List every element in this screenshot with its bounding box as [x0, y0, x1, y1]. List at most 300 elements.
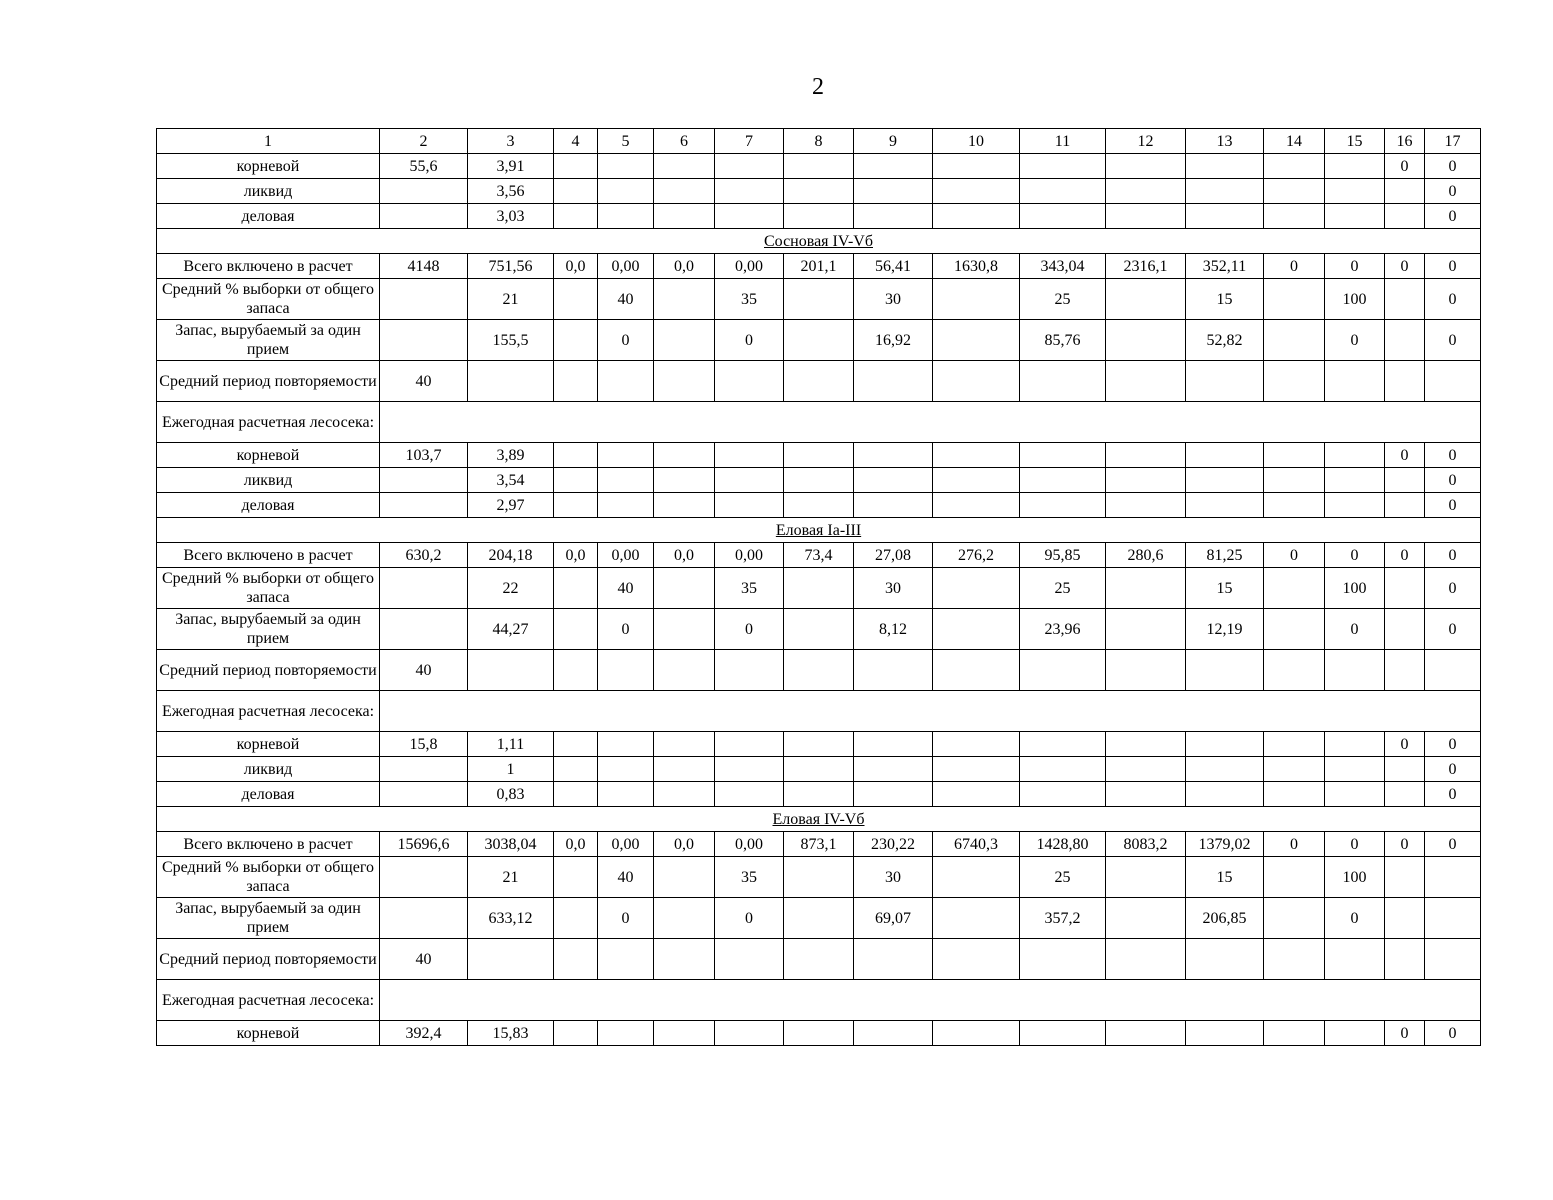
section-title-cell [157, 229, 1481, 254]
table-cell: 155,5 [468, 320, 554, 361]
table-cell: 2,97 [468, 493, 554, 518]
table-cell: 73,4 [784, 543, 854, 568]
table-cell: 69,07 [854, 898, 933, 939]
table-cell: 3,56 [468, 179, 554, 204]
table-cell [380, 493, 468, 518]
table-cell [715, 443, 784, 468]
table-cell [784, 320, 854, 361]
table-cell: 16,92 [854, 320, 933, 361]
table-cell: 0 [715, 898, 784, 939]
column-number: 16 [1385, 129, 1425, 154]
table-cell [380, 691, 1481, 732]
table-cell: 0 [1385, 1021, 1425, 1046]
table-cell: 23,96 [1020, 609, 1106, 650]
table-cell: 0 [1425, 568, 1481, 609]
table-cell [933, 757, 1020, 782]
table-cell [715, 361, 784, 402]
table-cell: 95,85 [1020, 543, 1106, 568]
table-row [157, 493, 1481, 518]
table-cell [933, 204, 1020, 229]
table-cell: 3,91 [468, 154, 554, 179]
table-cell [933, 279, 1020, 320]
table-cell: 352,11 [1186, 254, 1264, 279]
table-cell [380, 782, 468, 807]
section-header-row [157, 807, 1481, 832]
table-cell [715, 493, 784, 518]
table-cell [784, 179, 854, 204]
table-cell [1020, 493, 1106, 518]
column-number: 6 [654, 129, 715, 154]
table-cell [1385, 782, 1425, 807]
table-cell [784, 939, 854, 980]
table-cell [554, 361, 598, 402]
table-cell [654, 468, 715, 493]
table-cell: 3,89 [468, 443, 554, 468]
table-cell [1106, 939, 1186, 980]
table-cell [1264, 857, 1325, 898]
table-cell [554, 204, 598, 229]
table-cell [1106, 782, 1186, 807]
table-cell [1264, 609, 1325, 650]
table-cell [715, 782, 784, 807]
table-cell: 0 [1425, 609, 1481, 650]
table-cell: 0 [1425, 1021, 1481, 1046]
table-cell [554, 493, 598, 518]
column-number: 1 [157, 129, 380, 154]
table-cell [1264, 204, 1325, 229]
table-cell [933, 650, 1020, 691]
table-cell [598, 443, 654, 468]
table-cell [554, 154, 598, 179]
table-cell [1186, 782, 1264, 807]
table-cell [554, 782, 598, 807]
table-cell: 0 [1425, 757, 1481, 782]
table-cell [1186, 204, 1264, 229]
table-cell [1264, 568, 1325, 609]
table-cell [784, 361, 854, 402]
table-cell: 15,8 [380, 732, 468, 757]
table-cell: 873,1 [784, 832, 854, 857]
table-cell [654, 609, 715, 650]
table-cell [554, 757, 598, 782]
table-cell [1020, 732, 1106, 757]
table-row [157, 320, 1481, 361]
table-cell [1325, 468, 1385, 493]
table-cell: 0 [1325, 898, 1385, 939]
table-cell [380, 980, 1481, 1021]
table-cell [784, 898, 854, 939]
table-cell: 206,85 [1186, 898, 1264, 939]
table-cell [784, 568, 854, 609]
table-cell [1325, 1021, 1385, 1046]
row-label: Всего включено в расчет [157, 832, 380, 857]
table-cell [1385, 609, 1425, 650]
table-cell [784, 732, 854, 757]
table-cell [554, 898, 598, 939]
table-cell [784, 204, 854, 229]
table-cell [1186, 443, 1264, 468]
table-cell [1425, 898, 1481, 939]
table-cell [1106, 609, 1186, 650]
table-row [157, 154, 1481, 179]
table-row [157, 691, 1481, 732]
table-cell [1385, 493, 1425, 518]
table-cell [554, 732, 598, 757]
table-cell [1264, 1021, 1325, 1046]
table-cell: 0,00 [715, 832, 784, 857]
table-cell: 55,6 [380, 154, 468, 179]
table-cell [1425, 857, 1481, 898]
column-number: 8 [784, 129, 854, 154]
table-cell: 0,0 [654, 832, 715, 857]
table-cell [554, 568, 598, 609]
table-cell [380, 898, 468, 939]
table-cell [1264, 468, 1325, 493]
table-cell [1264, 939, 1325, 980]
table-cell: 0 [1425, 154, 1481, 179]
table-cell: 357,2 [1020, 898, 1106, 939]
page-number: 2 [812, 74, 824, 100]
table-cell: 0 [1385, 832, 1425, 857]
table-cell: 52,82 [1186, 320, 1264, 361]
table-cell [1264, 154, 1325, 179]
table-cell: 0 [1325, 320, 1385, 361]
table-cell [598, 361, 654, 402]
table-cell [380, 757, 468, 782]
table-cell [1385, 279, 1425, 320]
table-cell [1264, 493, 1325, 518]
table-cell [1264, 650, 1325, 691]
table-cell [1186, 154, 1264, 179]
table-cell: 0 [1425, 443, 1481, 468]
table-cell: 25 [1020, 279, 1106, 320]
table-cell [1020, 1021, 1106, 1046]
table-cell [1325, 939, 1385, 980]
table-cell: 0 [1325, 832, 1385, 857]
table-cell: 3038,04 [468, 832, 554, 857]
table-cell: 0 [1264, 254, 1325, 279]
table-cell: 2316,1 [1106, 254, 1186, 279]
table-cell [933, 609, 1020, 650]
table-cell [380, 402, 1481, 443]
table-cell [933, 443, 1020, 468]
table-row [157, 179, 1481, 204]
table-cell [1106, 204, 1186, 229]
table-cell [1325, 493, 1385, 518]
table-cell: 0 [715, 320, 784, 361]
table-cell [854, 468, 933, 493]
column-number: 5 [598, 129, 654, 154]
table-cell: 0 [1425, 179, 1481, 204]
table-cell [1020, 757, 1106, 782]
table-cell [380, 320, 468, 361]
table-cell [468, 650, 554, 691]
table-cell [1385, 650, 1425, 691]
table-cell: 0,00 [598, 254, 654, 279]
table-cell: 0 [1425, 782, 1481, 807]
table-cell [1020, 204, 1106, 229]
table-cell: 100 [1325, 568, 1385, 609]
table-cell [1425, 361, 1481, 402]
table-cell: 0 [1425, 732, 1481, 757]
table-cell [598, 782, 654, 807]
row-label: Запас, вырубаемый за один прием [157, 898, 380, 939]
table-cell: 40 [380, 939, 468, 980]
table-cell: 8083,2 [1106, 832, 1186, 857]
table-cell [654, 154, 715, 179]
row-label: Всего включено в расчет [157, 543, 380, 568]
table-cell [784, 443, 854, 468]
table-cell: 25 [1020, 568, 1106, 609]
table-cell [1106, 898, 1186, 939]
table-cell [854, 493, 933, 518]
table-cell [784, 1021, 854, 1046]
table-cell [1385, 361, 1425, 402]
table-cell: 100 [1325, 279, 1385, 320]
table-cell [1106, 468, 1186, 493]
table-cell [933, 154, 1020, 179]
table-cell: 1428,80 [1020, 832, 1106, 857]
table-cell: 633,12 [468, 898, 554, 939]
table-row [157, 204, 1481, 229]
table-row [157, 857, 1481, 898]
table-cell [1264, 732, 1325, 757]
column-number: 12 [1106, 129, 1186, 154]
table-cell: 15 [1186, 857, 1264, 898]
table-cell: 40 [598, 857, 654, 898]
table-cell [554, 939, 598, 980]
table-cell: 0 [715, 609, 784, 650]
table-cell [933, 1021, 1020, 1046]
table-cell [1186, 361, 1264, 402]
table-cell [1264, 320, 1325, 361]
table-cell: 0 [1385, 254, 1425, 279]
table-cell: 204,18 [468, 543, 554, 568]
table-cell [1106, 279, 1186, 320]
table-cell [598, 732, 654, 757]
table-cell [1325, 179, 1385, 204]
table-row [157, 254, 1481, 279]
table-cell [1186, 493, 1264, 518]
table-cell: 0,83 [468, 782, 554, 807]
table-cell: 6740,3 [933, 832, 1020, 857]
table-row [157, 468, 1481, 493]
table-cell [654, 757, 715, 782]
table-cell [715, 179, 784, 204]
table-cell: 0,0 [554, 543, 598, 568]
column-number: 7 [715, 129, 784, 154]
table-cell [1385, 568, 1425, 609]
table-cell: 1630,8 [933, 254, 1020, 279]
table-cell [1186, 757, 1264, 782]
section-title-cell [157, 807, 1481, 832]
table-cell: 81,25 [1186, 543, 1264, 568]
table-cell [1264, 898, 1325, 939]
table-cell [1186, 650, 1264, 691]
table-cell [654, 279, 715, 320]
table-cell [1385, 204, 1425, 229]
table-cell [1020, 361, 1106, 402]
table-cell [1325, 732, 1385, 757]
section-header-row [157, 518, 1481, 543]
table-cell [933, 857, 1020, 898]
table-cell: 280,6 [1106, 543, 1186, 568]
table-cell [854, 361, 933, 402]
table-cell [1325, 154, 1385, 179]
table-cell [654, 898, 715, 939]
table-cell [933, 568, 1020, 609]
table-cell: 40 [598, 568, 654, 609]
table-cell: 35 [715, 279, 784, 320]
table-cell: 40 [380, 650, 468, 691]
table-cell [784, 650, 854, 691]
table-cell [715, 939, 784, 980]
table-cell: 21 [468, 279, 554, 320]
table-cell [654, 1021, 715, 1046]
table-cell [1385, 898, 1425, 939]
table-cell [1264, 361, 1325, 402]
table-cell [554, 279, 598, 320]
table-cell [1385, 939, 1425, 980]
table-row [157, 279, 1481, 320]
row-label: корневой [157, 154, 380, 179]
table-cell [1264, 782, 1325, 807]
table-cell: 0 [598, 609, 654, 650]
table-cell [554, 320, 598, 361]
table-cell: 56,41 [854, 254, 933, 279]
table-cell [1106, 650, 1186, 691]
table-cell [1186, 179, 1264, 204]
table-cell: 40 [598, 279, 654, 320]
table-cell: 0 [1425, 543, 1481, 568]
table-row [157, 1021, 1481, 1046]
row-label: деловая [157, 782, 380, 807]
row-label: ликвид [157, 468, 380, 493]
row-label: Ежегодная расчетная лесосека: [157, 402, 380, 443]
table-cell [598, 493, 654, 518]
table-cell [854, 154, 933, 179]
table-cell: 0,0 [554, 254, 598, 279]
row-label: Средний период повторяемости [157, 361, 380, 402]
table-cell: 0,0 [654, 254, 715, 279]
table-cell: 0 [598, 320, 654, 361]
table-cell [1325, 782, 1385, 807]
table-cell [784, 609, 854, 650]
table-cell [1325, 204, 1385, 229]
table-cell: 85,76 [1020, 320, 1106, 361]
table-cell: 35 [715, 857, 784, 898]
table-cell [933, 898, 1020, 939]
table-cell: 103,7 [380, 443, 468, 468]
table-cell [854, 443, 933, 468]
table-cell: 4148 [380, 254, 468, 279]
table-cell: 35 [715, 568, 784, 609]
table-cell: 0 [1385, 154, 1425, 179]
table-cell: 0 [1385, 543, 1425, 568]
table-cell [1264, 757, 1325, 782]
table-cell: 0,00 [715, 543, 784, 568]
table-cell [1020, 650, 1106, 691]
column-number: 3 [468, 129, 554, 154]
row-label: деловая [157, 204, 380, 229]
table-cell [784, 279, 854, 320]
table-cell [380, 568, 468, 609]
table-cell: 0 [1425, 254, 1481, 279]
table-cell: 30 [854, 857, 933, 898]
table-cell [1425, 650, 1481, 691]
table-cell: 0 [1325, 543, 1385, 568]
table-cell: 0 [1425, 493, 1481, 518]
row-label: Запас, вырубаемый за один прием [157, 609, 380, 650]
table-cell [1264, 279, 1325, 320]
table-cell [1106, 857, 1186, 898]
table-cell: 1,11 [468, 732, 554, 757]
section-title: Еловая IV-Vб [772, 810, 865, 828]
table-cell: 0,0 [654, 543, 715, 568]
table-cell: 0 [1264, 543, 1325, 568]
table-cell [1020, 782, 1106, 807]
table-cell [1106, 732, 1186, 757]
table-cell [598, 204, 654, 229]
row-label: корневой [157, 443, 380, 468]
table-cell [1106, 757, 1186, 782]
table-cell: 30 [854, 568, 933, 609]
table-cell: 0 [1264, 832, 1325, 857]
table-cell [554, 857, 598, 898]
table-cell [1385, 857, 1425, 898]
column-number: 17 [1425, 129, 1481, 154]
table-cell: 343,04 [1020, 254, 1106, 279]
row-label: Средний % выборки от общего запаса [157, 568, 380, 609]
table-cell [1425, 939, 1481, 980]
table-cell [554, 650, 598, 691]
table-cell [380, 204, 468, 229]
table-cell [1264, 179, 1325, 204]
row-label: Средний период повторяемости [157, 650, 380, 691]
table-cell [598, 154, 654, 179]
table-cell [554, 609, 598, 650]
table-cell [784, 154, 854, 179]
table-cell: 630,2 [380, 543, 468, 568]
table-cell [784, 493, 854, 518]
table-cell [468, 939, 554, 980]
table-cell [380, 857, 468, 898]
table-cell [598, 1021, 654, 1046]
table-cell [1106, 154, 1186, 179]
table-row [157, 402, 1481, 443]
table-cell [933, 782, 1020, 807]
table-cell: 21 [468, 857, 554, 898]
table-cell: 0 [1425, 468, 1481, 493]
table-row [157, 832, 1481, 857]
table-cell [654, 650, 715, 691]
table-cell [854, 650, 933, 691]
table-cell [1106, 361, 1186, 402]
table-cell: 201,1 [784, 254, 854, 279]
table-cell: 1379,02 [1186, 832, 1264, 857]
column-number: 10 [933, 129, 1020, 154]
table-cell: 0,0 [554, 832, 598, 857]
table-cell: 0 [1385, 732, 1425, 757]
table-cell: 0 [1425, 279, 1481, 320]
table-cell: 0 [1385, 443, 1425, 468]
table-cell [1106, 493, 1186, 518]
table-cell [654, 320, 715, 361]
row-label: Запас, вырубаемый за один прием [157, 320, 380, 361]
row-label: ликвид [157, 757, 380, 782]
section-title: Сосновая IV-Vб [764, 232, 873, 250]
table-cell [380, 609, 468, 650]
